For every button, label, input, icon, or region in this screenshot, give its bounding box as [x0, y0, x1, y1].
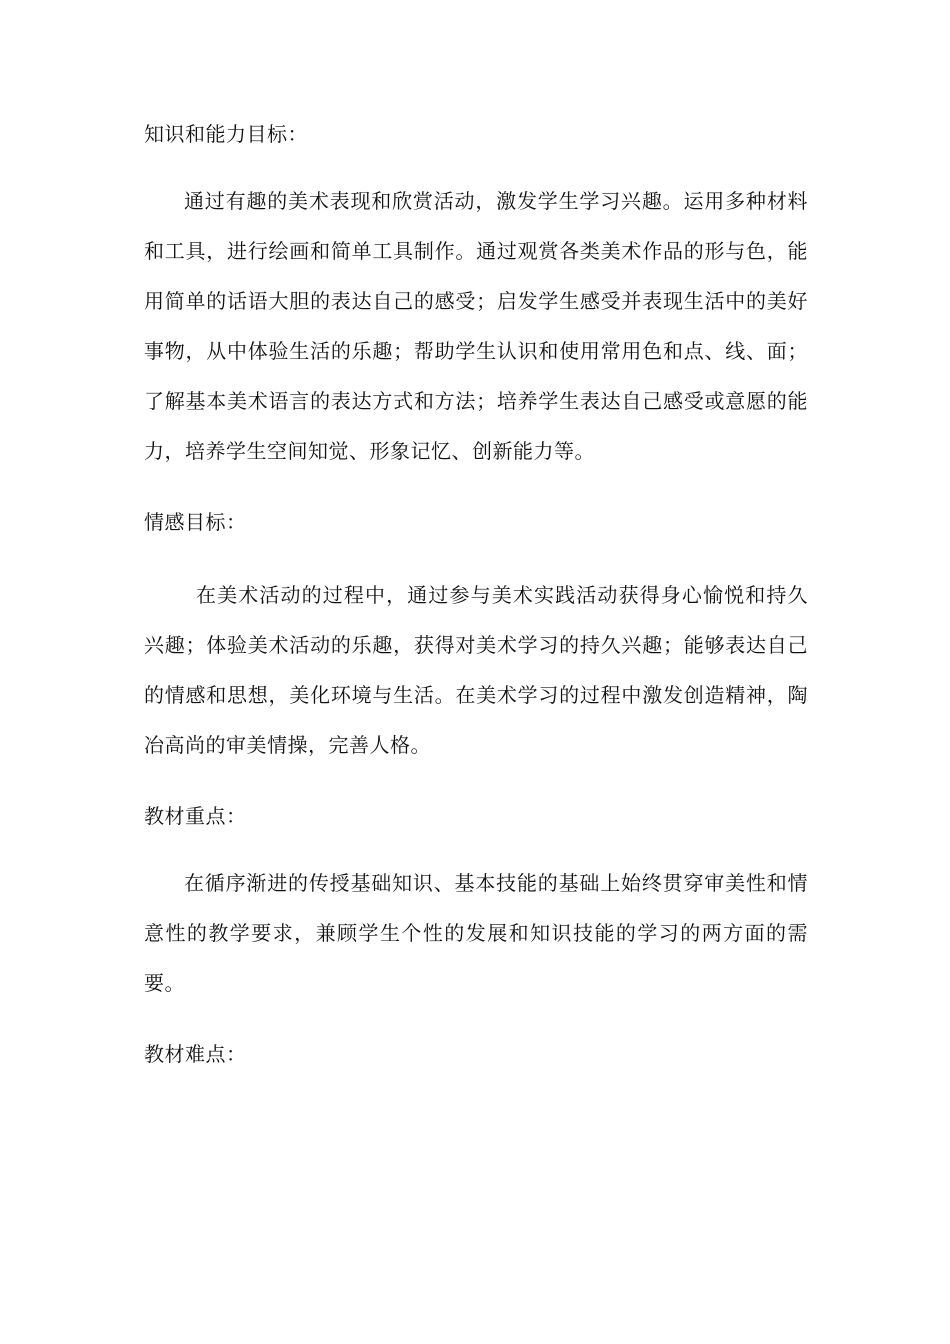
paragraph-teaching-focus: 在循序渐进的传授基础知识、基本技能的基础上始终贯穿审美性和情意性的教学要求，兼顾学生个性的发展和知识技能的学习的两方面的需要。 [144, 871, 808, 995]
document-page [144, 116, 808, 1072]
paragraph-knowledge-ability-goals: 通过有趣的美术表现和欣赏活动，激发学生学习兴趣。运用多种材料和工具，进行绘画和简单工具制作。通过观赏各类美术作品的形与色，能用简单的话语大胆的表达自己的感受；启发学生感受并表现生活中的美好事物，从中体验生活的乐趣；帮助学生认识和使用常用色和点、线、面；了解基本美术语言的表达方式和方法；培养学生表达自己感受或意愿的能力，培养学生空间知觉、形象记忆、创新能力等。 [144, 189, 808, 463]
heading-teaching-focus: 教材重点： [144, 804, 247, 828]
heading-teaching-difficulties: 教材难点： [144, 1042, 247, 1066]
paragraph-emotional-goals: 在美术活动的过程中，通过参与美术实践活动获得身心愉悦和持久兴趣；体验美术活动的乐趣，获得对美术学习的持久兴趣；能够表达自己的情感和思想，美化环境与生活。在美术学习的过程中激发创造精神，陶冶高尚的审美情操，完善人格。 [144, 583, 808, 757]
heading-emotional-goals: 情感目标： [144, 510, 247, 534]
heading-knowledge-ability-goals: 知识和能力目标： [144, 122, 308, 146]
